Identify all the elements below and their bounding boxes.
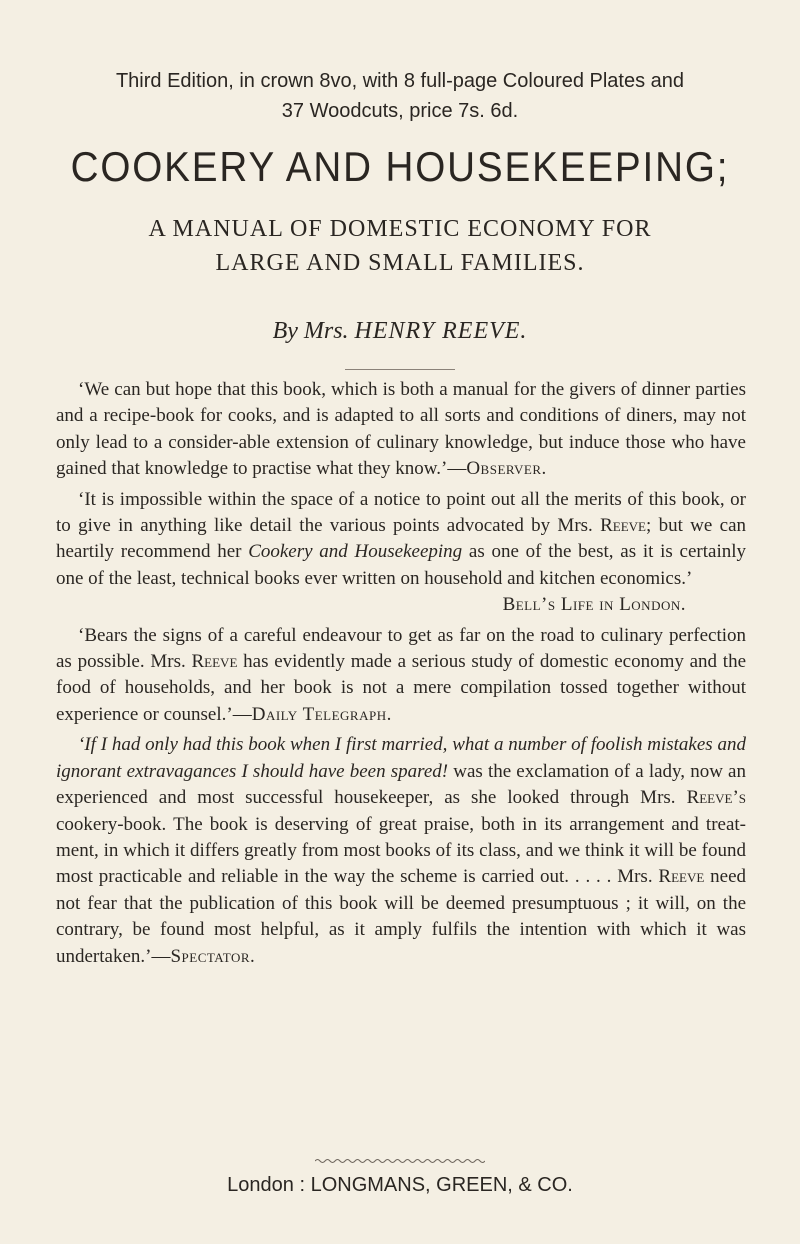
subtitle-line-1: A MANUAL OF DOMESTIC ECONOMY FOR — [148, 216, 652, 242]
author-reference: Reeve — [658, 866, 705, 888]
book-reference: Cookery and Housekeeping — [248, 541, 463, 563]
quote-text: cookery-book. The book is deserving of great praise, both in its arrangement and treat-ment, in which it differs greatly from most books of its class, and we think it will be found most practicable and reliable in the way the scheme is carried out. . . . . Mrs. — [56, 813, 746, 888]
subtitle-line-2: LARGE AND SMALL FAMILIES. — [215, 250, 585, 276]
quote-text: was the exclamation of a lady, now an experienced and most successful housekeeper, as she looked through Mrs. — [56, 760, 746, 809]
quote-italic-text: ‘If I had only had this book when I first married, what a number of foolish mistakes and ignorant extravagances I should have been spared! — [56, 734, 746, 782]
author-reference: Reeve — [600, 515, 646, 537]
press-quotes — [56, 377, 746, 974]
book-title: COOKERY AND HOUSEKEEPING; — [70, 143, 730, 190]
divider-rule — [345, 369, 455, 370]
quote-bells-life — [56, 487, 746, 593]
author-title: Mrs. — [303, 318, 349, 344]
quote-daily-telegraph — [56, 623, 746, 729]
quote-observer — [56, 377, 746, 483]
edition-line-2: 37 Woodcuts, price 7s. 6d. — [281, 100, 519, 122]
quote-text: ‘We can but hope that this book, which is both a manual for the givers of dinner parties and a recipe-book for cooks, and is adapted to all sorts and conditions of diners, may not only lead to a consider-able extension of culinary knowledge, but induce those who have gained that knowledge to practise what they know.’— — [56, 379, 746, 480]
quote-source: Observer. — [466, 458, 547, 480]
book-subtitle — [40, 212, 760, 280]
author-line — [40, 318, 760, 345]
quote-source: Bell’s Life in London. — [502, 594, 686, 616]
author-name: HENRY REEVE. — [354, 318, 528, 344]
author-reference: Reeve — [191, 651, 238, 673]
quote-text: ; but we can heartily recommend her — [56, 515, 746, 563]
edition-notice — [60, 66, 740, 126]
quote-source: Daily Telegraph. — [251, 703, 392, 725]
quote-text: ‘Bears the signs of a careful endeavour to get as far on the road to culinary perfection as possible. Mrs. — [56, 624, 746, 673]
publisher-imprint: London : LONGMANS, GREEN, & CO. — [227, 1174, 573, 1196]
quote-source: Spectator. — [170, 945, 256, 967]
quote-text: need not fear that the publication of this book will be deemed presumptuous ; it will, on the contrary, be found most helpful, as it amply fulfils the intention with which it was undertaken.’— — [56, 866, 747, 967]
edition-line-1: Third Edition, in crown 8vo, with 8 full-page Coloured Plates and — [115, 70, 685, 92]
quote-spectator — [56, 732, 746, 970]
ornamental-wavy-rule — [315, 1158, 485, 1164]
quote-text: has evidently made a serious study of domestic economy and the food of households, and her book is not a mere compilation tossed together without experience or counsel.’— — [56, 651, 747, 725]
quote-text: ‘It is impossible within the space of a notice to point out all the merits of this book, or to give in anything like detail the various points advocated by Mrs. — [56, 488, 746, 537]
quote-text: as one of the best, as it is certainly one of the least, technical books ever written on household and kitchen economics.’ — [56, 541, 746, 589]
author-reference: Reeve’s — [686, 787, 747, 809]
author-prefix: By — [272, 318, 298, 344]
